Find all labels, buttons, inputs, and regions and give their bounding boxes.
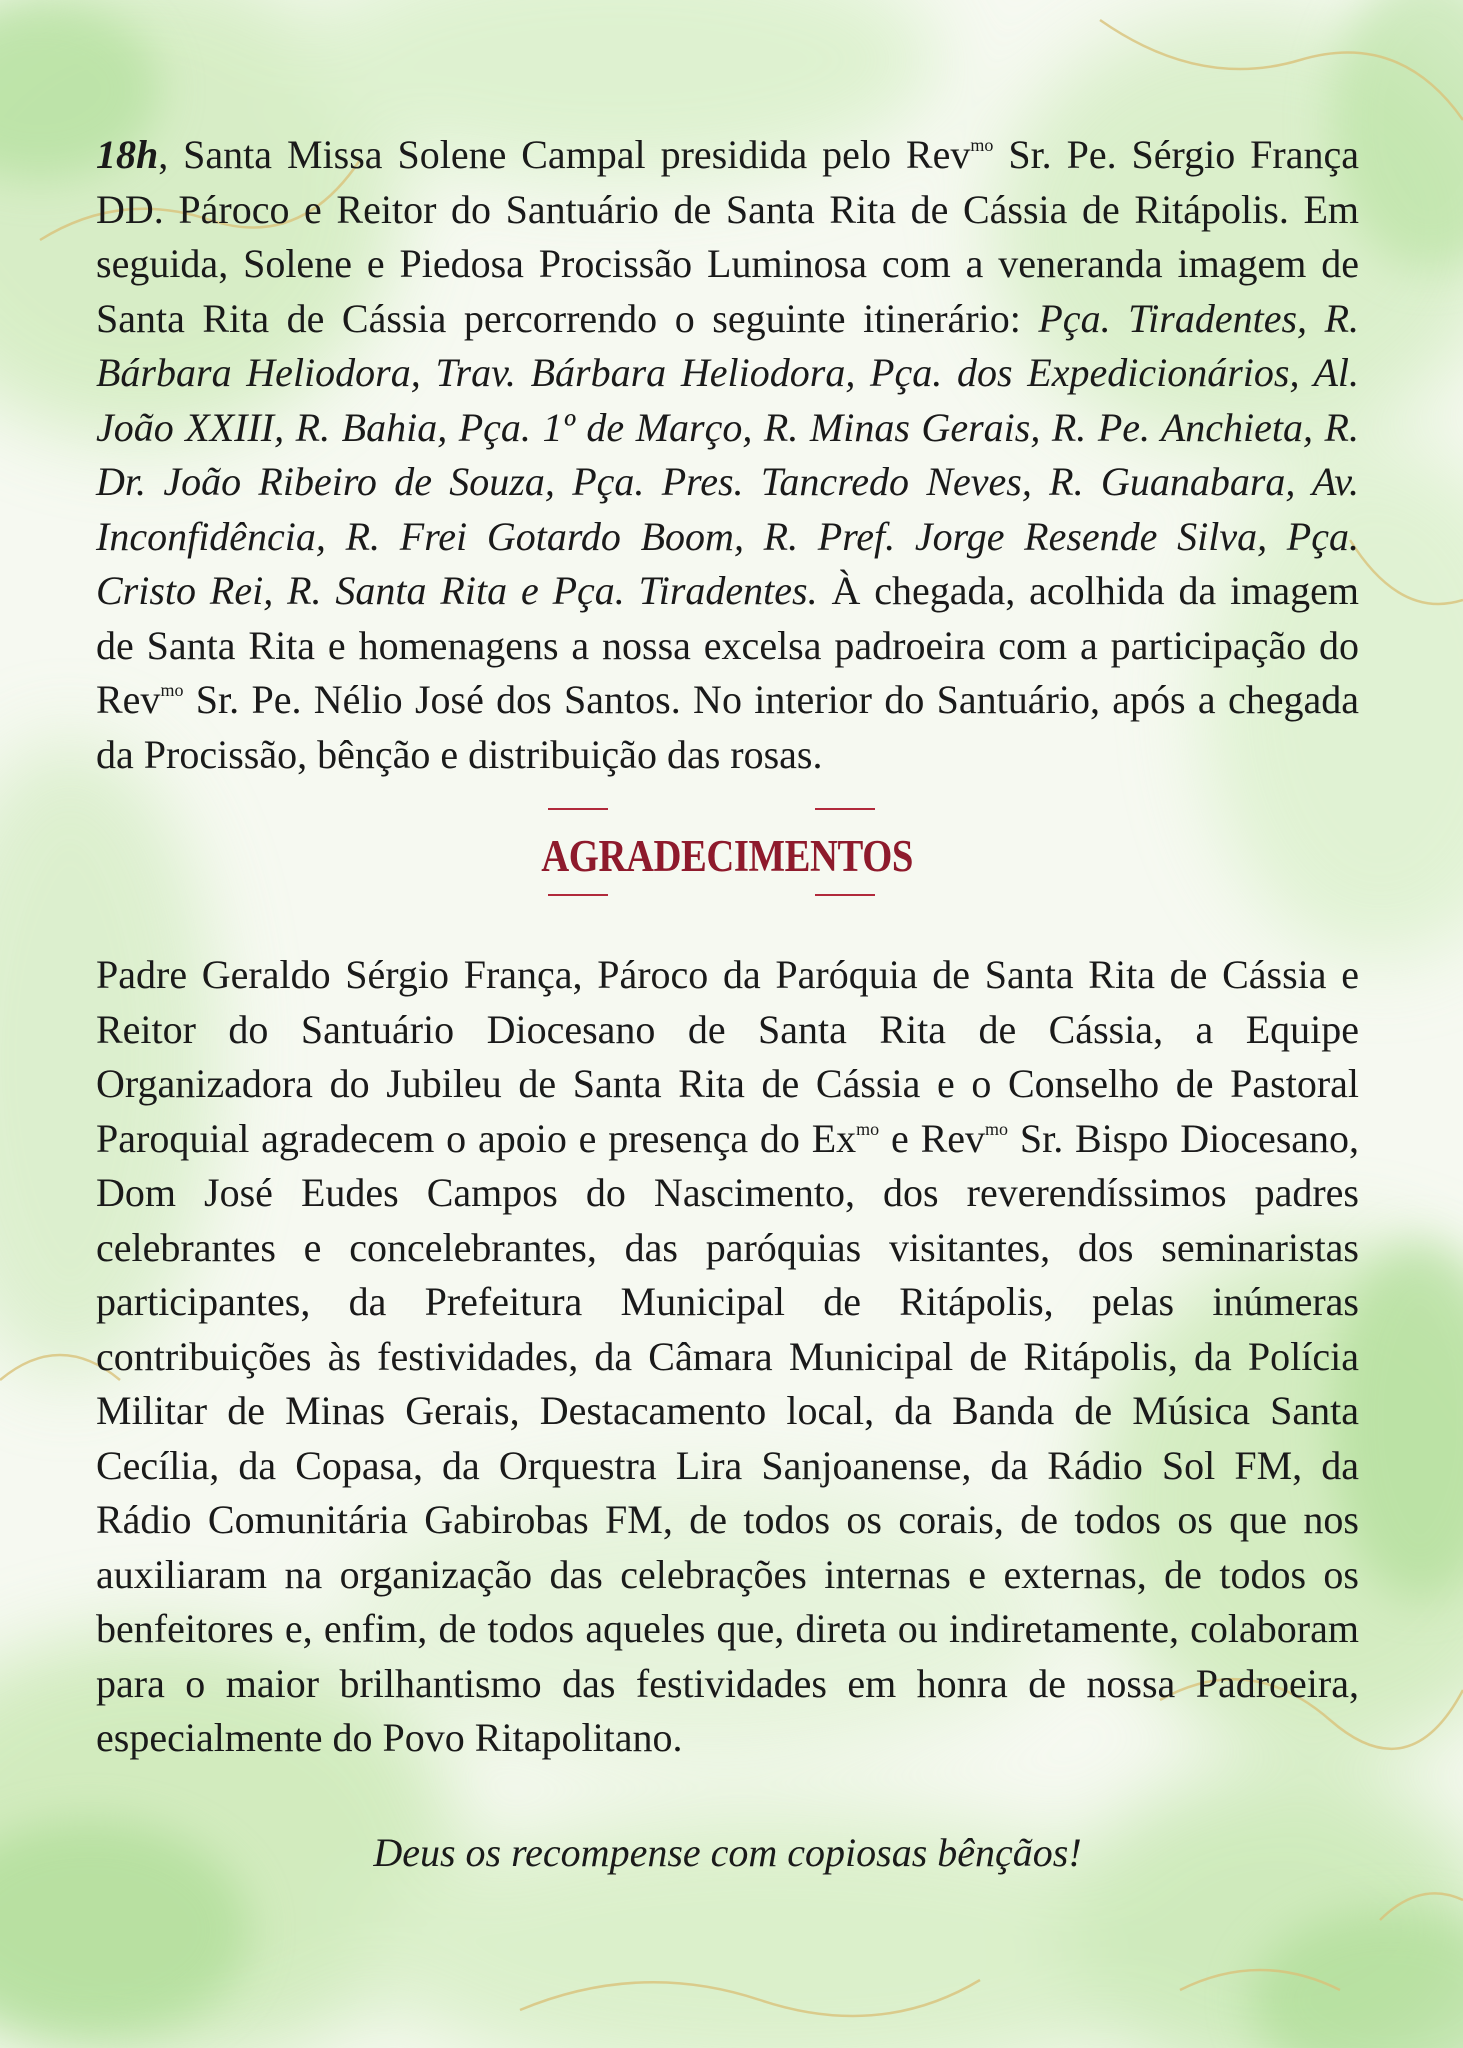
schedule-paragraph [96,128,1359,782]
superscript-abbreviation: mo [985,1118,1009,1139]
procession-route: Pça. Tiradentes, R. Bárbara Heliodora, Trav. Bárbara Heliodora, Pça. dos Expedicionários, Al. João XXIII, R. Bahia, Pça. 1º de Março, R. Minas Gerais, R. Pe. Anchieta, R. Dr. João Ribeiro de Souza, Pça. Pres. Tancredo Neves, R. Guanabara, Av. Inconfidência, R. Frei Gotardo Boom, R. Pref. Jorge Resende Silva, Pça. Cristo Rei, R. Santa Rita e Pça. Tiradentes. [96,295,1360,613]
text-segment: À chegada, acolhida da imagem de Santa Rita e homenagens a nossa excelsa padroeira com a participação do Rev [96,568,1359,722]
text-segment: Sr. Pe. Nélio José dos Santos. No interior do Santuário, após a chegada da Procissão, bênção e distribuição das rosas. [96,677,1359,777]
heading-rule-bottom-left [548,894,608,896]
section-heading [96,808,1359,904]
closing-blessing: Deus os recompense com copiosas bênçãos! [373,1829,1082,1875]
text-segment: e Rev [879,1115,986,1161]
superscript-abbreviation: mo [970,135,994,155]
superscript-abbreviation: mo [160,680,184,700]
text-segment: Padre Geraldo Sérgio França, Pároco da Paróquia de Santa Rita de Cássia e Reitor do Santuário Diocesano de Santa Rita de Cássia, a Equipe Organizadora do Jubileu de Santa Rita de Cássia e o Conselho de Pastoral Paroquial agradecem o apoio e presença do Ex [96,952,1359,1161]
heading-title: AGRADECIMENTOS [541,831,914,881]
text-segment: Sr. Pe. Sérgio França DD. Pároco e Reitor do Santuário de Santa Rita de Cássia de Ritápolis. Em seguida, Solene e Piedosa Procissão Luminosa com a veneranda imagem de Santa Rita de Cássia percorrendo o seguinte itinerário: [96,132,1359,341]
acknowledgements-paragraph [96,948,1359,1766]
text-segment: , Santa Missa Solene Campal presidida pelo Rev [158,132,971,177]
superscript-abbreviation: mo [856,1118,880,1139]
time-label: 18h [96,132,159,177]
document-page [96,128,1359,1920]
heading-rule-bottom-right [815,894,875,896]
text-segment: Sr. Bispo Diocesano, Dom José Eudes Campos do Nascimento, dos reverendíssimos padres celebrantes e concelebrantes, das paróquias visitantes, dos seminaristas participantes, da Prefeitura Municipal de Ritápolis, pelas inúmeras contribuições às festividades, da Câmara Municipal de Ritápolis, da Polícia Militar de Minas Gerais, Destacamento local, da Banda de Música Santa Cecília, da Copasa, da Orquestra Lira Sanjoanense, da Rádio Sol FM, da Rádio Comunitária Gabirobas FM, de todos os corais, de todos os que nos auxiliaram na organização das celebrações internas e externas, de todos os benfeitores e, enfim, de todos aqueles que, direta ou indiretamente, colaboram para o maior brilhantismo das festividades em honra de nossa Padroeira, especialmente do Povo Ritapolitano. [96,1115,1360,1760]
